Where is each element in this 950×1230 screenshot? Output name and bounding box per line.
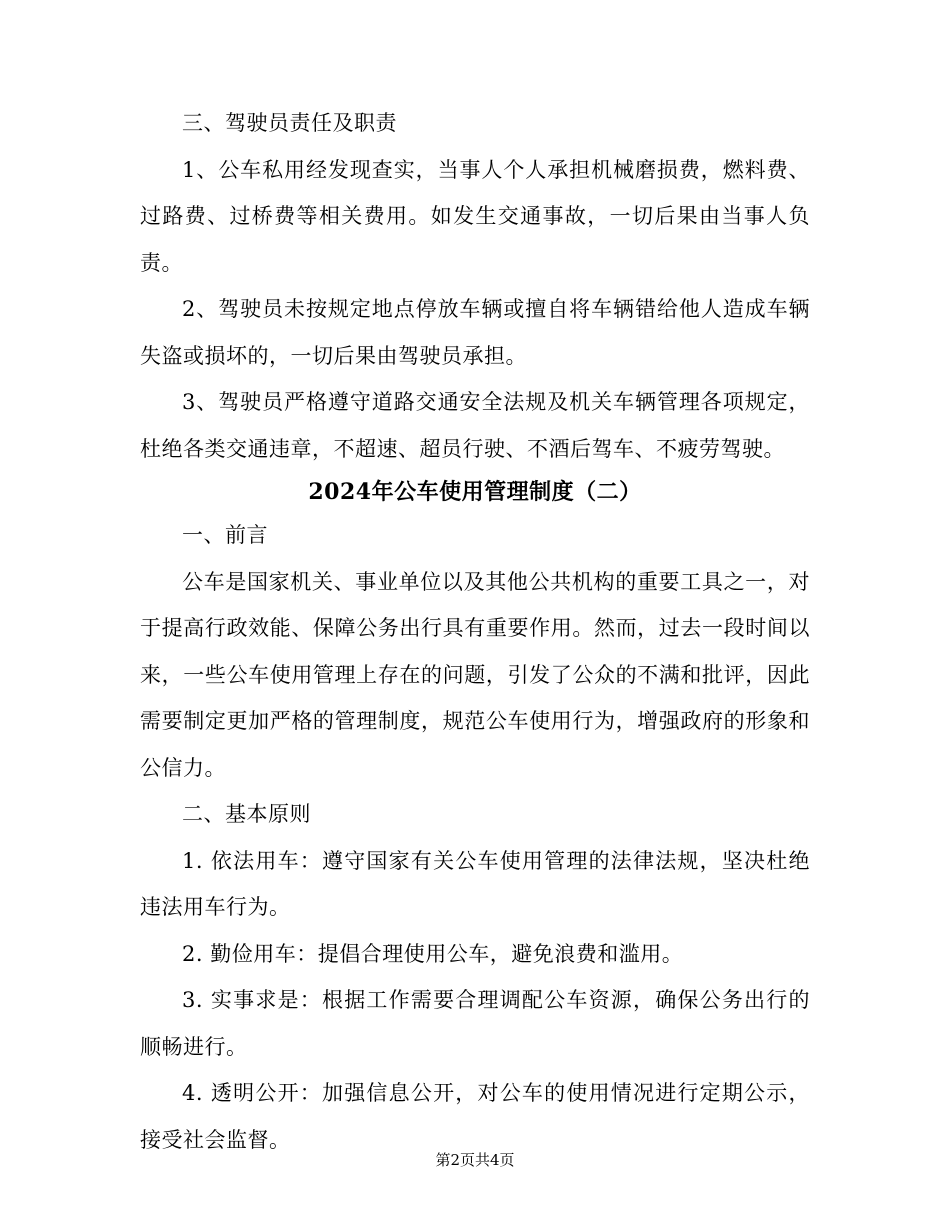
document-title: 2024年公车使用管理制度（二） (308, 479, 642, 505)
paragraph-principle-4: 4. 透明公开：加强信息公开，对公车的使用情况进行定期公示，接受社会监督。 (140, 1081, 810, 1152)
paragraph-principle-3: 3. 实事求是：根据工作需要合理调配公车资源，确保公务出行的顺畅进行。 (140, 988, 810, 1059)
paragraph-preface: 公车是国家机关、事业单位以及其他公共机构的重要工具之一，对于提高行政效能、保障公务出行具有重要作用。然而，过去一段时间以来，一些公车使用管理上存在的问题，引发了公众的不满和批评，因此需要制定更加严格的管理制度，规范公车使用行为，增强政府的形象和公信力。 (140, 569, 810, 780)
paragraph-driver-duty-1: 1、公车私用经发现查实，当事人个人承担机械磨损费，燃料费、过路费、过桥费等相关费用。如发生交通事故，一切后果由当事人负责。 (140, 157, 810, 275)
paragraph-principle-2: 2. 勤俭用车：提倡合理使用公车，避免浪费和滥用。 (182, 941, 684, 966)
paragraph-driver-duty-2: 2、驾驶员未按规定地点停放车辆或擅自将车辆错给他人造成车辆失盗或损坏的，一切后果由驾驶员承担。 (140, 297, 810, 368)
paragraph-principle-1: 1. 依法用车：遵守国家有关公车使用管理的法律法规，坚决杜绝违法用车行为。 (140, 848, 810, 919)
section-heading-preface: 一、前言 (182, 523, 268, 547)
page-number-footer: 第2页共4页 (435, 1151, 515, 1169)
document-body (140, 100, 810, 1163)
section-heading-principles: 二、基本原则 (182, 802, 311, 826)
paragraph-driver-duty-3: 3、驾驶员严格遵守道路交通安全法规及机关车辆管理各项规定，杜绝各类交通违章，不超速、超员行驶、不酒后驾车、不疲劳驾驶。 (140, 390, 810, 461)
section-heading-driver-duties: 三、驾驶员责任及职责 (182, 111, 397, 135)
